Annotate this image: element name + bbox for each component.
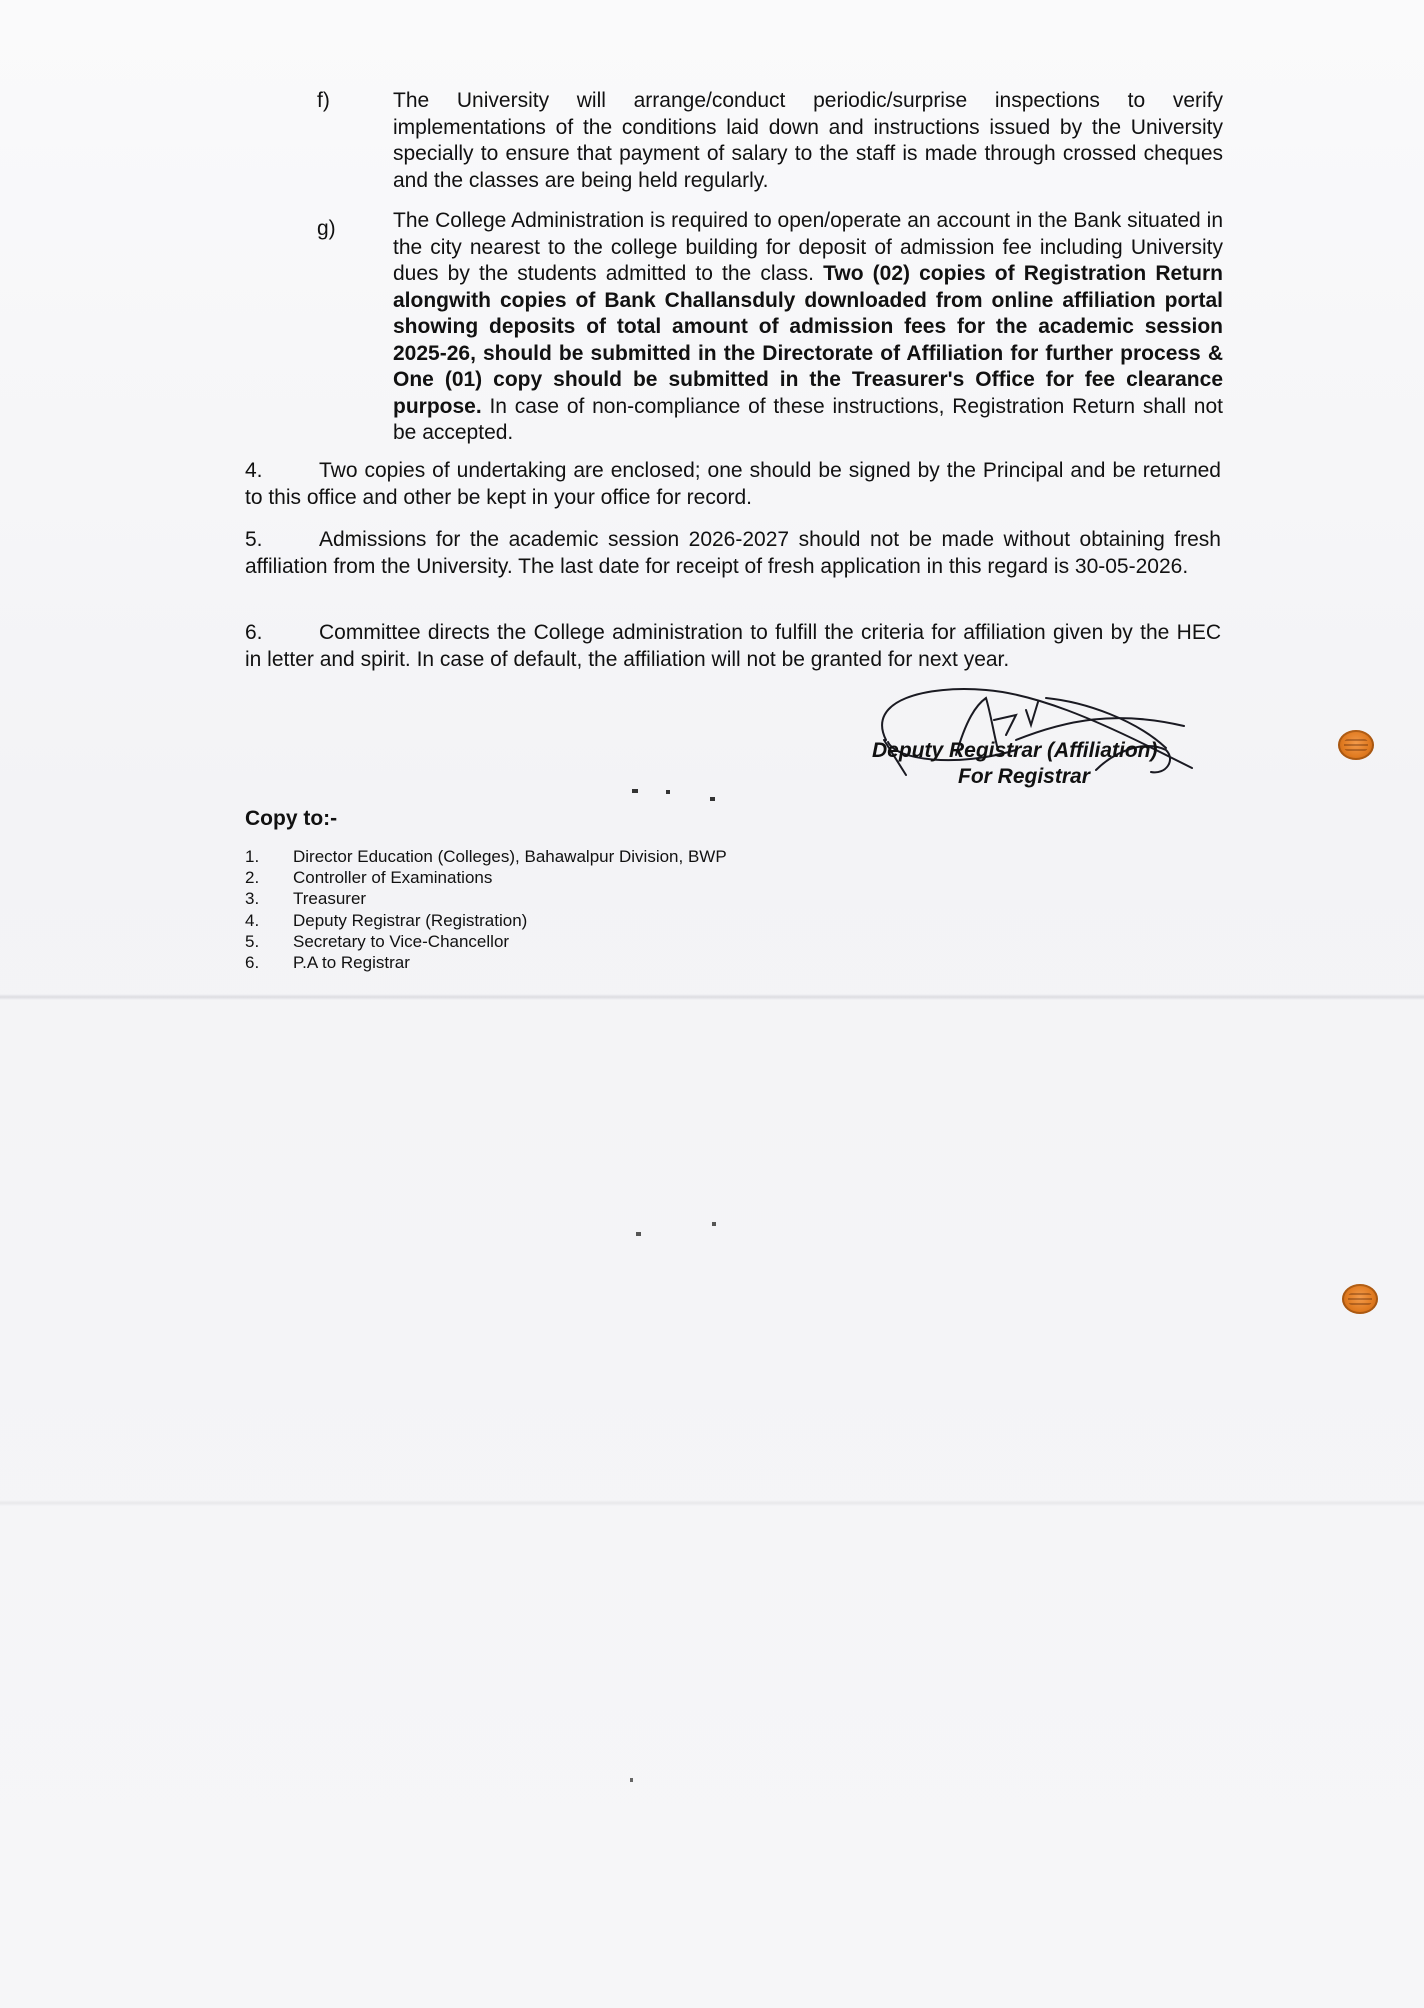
sub-item-label: g): [317, 217, 336, 240]
signatory-subtitle: For Registrar: [958, 765, 1090, 788]
paragraph-number: 4.: [245, 459, 263, 482]
sub-item-text-bold: Two (02) copies of Registration Return alongwith copies of Bank Challansduly downloaded from online affiliation portal showing deposits of total amount of admission fees for the academic session 2025-26, should be submitted in the Directorate of Affiliation for further process & One (01) copy should be submitted in the Treasurer's Office for fee clearance purpose.: [393, 262, 1223, 418]
sub-item-text: [393, 208, 1223, 447]
ink-speck: [712, 1222, 716, 1226]
sub-item-g: [317, 208, 1223, 448]
list-item: [245, 846, 727, 867]
copy-to-heading: Copy to:-: [245, 807, 338, 830]
list-item-text: Treasurer: [293, 889, 367, 909]
list-item-text: Director Education (Colleges), Bahawalpur Division, BWP: [293, 847, 727, 866]
paragraph-4: [245, 458, 1221, 511]
list-item: [245, 952, 727, 973]
list-item: [245, 931, 727, 952]
list-item-text: Controller of Examinations: [293, 868, 493, 888]
list-item: [245, 867, 727, 888]
ink-speck: [632, 789, 638, 793]
list-item: [245, 888, 727, 909]
copy-to-list: [245, 846, 727, 973]
paragraph-6: [245, 620, 1221, 673]
list-item-number: 3.: [245, 889, 260, 909]
ink-speck: [710, 797, 715, 801]
list-item-number: 2.: [245, 868, 260, 888]
paragraph-text: Two copies of undertaking are enclosed; one should be signed by the Principal and be returned to this office and other be kept in your office for record.: [245, 459, 1221, 509]
list-item-text: Deputy Registrar (Registration): [293, 910, 528, 930]
punch-hole: [1342, 1284, 1378, 1314]
list-item-text: P.A to Registrar: [293, 953, 410, 973]
list-item-number: 6.: [245, 953, 260, 973]
sub-item-text-regular: The College Administration is required to open/operate an account in the Bank situated in the city nearest to the college building for deposit of admission fee including University dues by the students admitted to the class.: [393, 209, 1223, 285]
paragraph-5: [245, 527, 1221, 580]
paragraph-text: Committee directs the College administration to fulfill the criteria for affiliation given by the HEC in letter and spirit. In case of default, the affiliation will not be granted for next year.: [245, 621, 1221, 671]
sub-item-label: f): [317, 89, 330, 112]
paragraph-number: 5.: [245, 528, 263, 551]
sub-item-text: The University will arrange/conduct periodic/surprise inspections to verify implementations of the conditions laid down and instructions issued by the University specially to ensure that payment of salary to the staff is made through crossed cheques and the classes are being held regularly.: [393, 89, 1223, 192]
sub-item-f: [317, 88, 1223, 198]
page-fold-line: [0, 1500, 1424, 1506]
list-item: [245, 910, 727, 931]
paragraph-text: Admissions for the academic session 2026-2027 should not be made without obtaining fresh affiliation from the University. The last date for receipt of fresh application in this regard is 30-05-2026.: [245, 528, 1221, 578]
ink-speck: [630, 1778, 633, 1782]
list-item-text: Secretary to Vice-Chancellor: [293, 931, 510, 951]
list-item-number: 4.: [245, 910, 260, 930]
sub-item-text-regular: In case of non-compliance of these instructions, Registration Return shall not be accepted.: [393, 394, 1223, 444]
list-item-number: 5.: [245, 931, 260, 951]
list-item-number: 1.: [245, 847, 260, 866]
punch-hole: [1338, 730, 1374, 760]
paragraph-number: 6.: [245, 621, 263, 644]
ink-speck: [636, 1232, 641, 1236]
ink-speck: [666, 790, 670, 794]
signatory-title: Deputy Registrar (Affiliation): [872, 739, 1158, 762]
page-fold-line: [0, 994, 1424, 1000]
